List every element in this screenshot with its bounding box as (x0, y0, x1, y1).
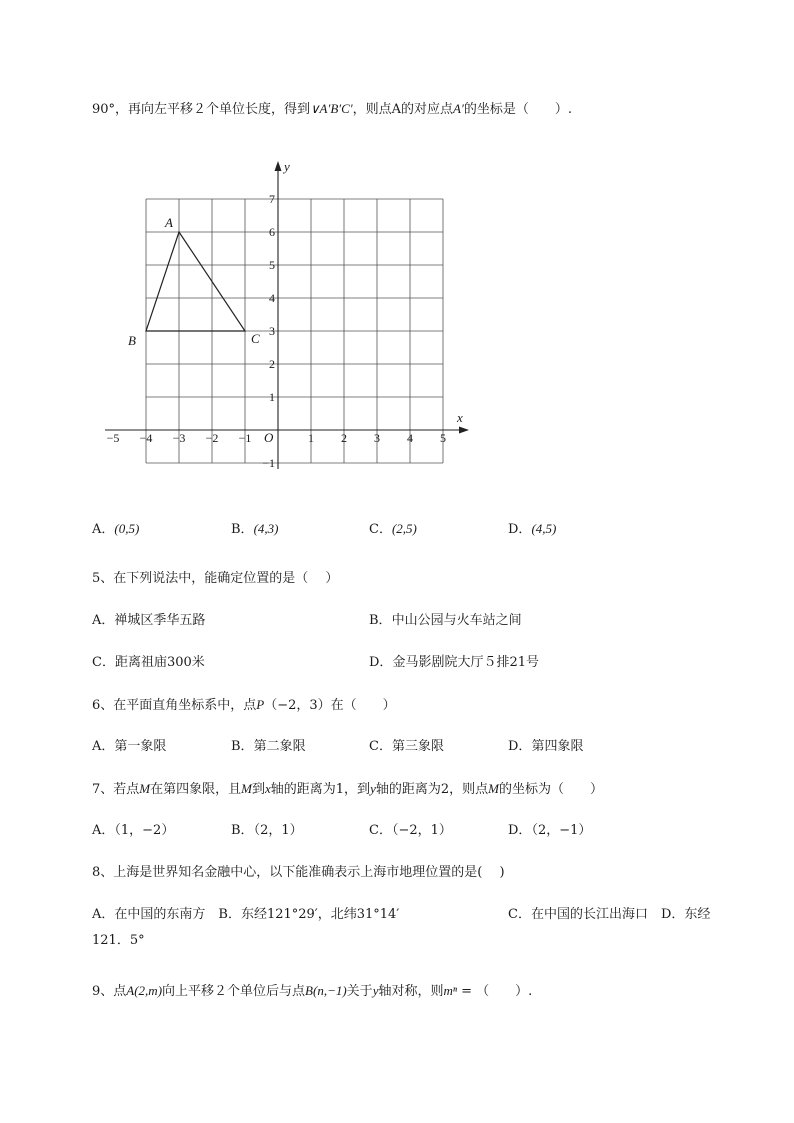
x-tick-label: −3 (172, 431, 186, 445)
q4-option-a[interactable]: A．(0,5) (92, 521, 140, 537)
tick-labels (107, 159, 463, 470)
y-tick-label: 2 (269, 357, 275, 371)
q5-option-b[interactable]: B．中山公园与火车站之间 (369, 613, 522, 628)
q8-options-line1-right[interactable]: C．在中国的长江出海口 D．东经 (508, 907, 711, 922)
q8-options-line1[interactable]: A．在中国的东南方 B．东经121°29′，北纬31°14′ (92, 907, 400, 922)
x-tick-label: 2 (341, 431, 347, 445)
y-axis-label: y (284, 159, 290, 174)
triangle-label: ∨A′B′C′ (310, 101, 353, 116)
q7-option-b[interactable]: B．（2，1） (231, 823, 303, 838)
triangle-abc-outline (146, 232, 245, 331)
q6-option-a[interactable]: A．第一象限 (92, 739, 167, 754)
q7-stem: 7、若点M在第四象限，且M到x轴的距离为1，到y轴的距离为2，则点M的坐标为（ ） (92, 781, 603, 797)
q7-option-a[interactable]: A．（1，−2） (92, 823, 175, 838)
x-axis-label: x (457, 410, 463, 425)
origin-label: O (264, 430, 274, 445)
q6-stem: 6、在平面直角坐标系中，点P（−2，3）在（ ） (92, 697, 396, 713)
point-labels (128, 215, 260, 348)
y-tick-label: 1 (269, 390, 275, 404)
x-axis-arrow (459, 427, 469, 434)
q6-option-c[interactable]: C．第三象限 (369, 739, 444, 754)
point-label-c: C (251, 331, 260, 346)
q4-stem: 90°，再向左平移２个单位长度，得到∨A′B′C′，则点A的对应点A′的坐标是（ ）. (92, 101, 572, 117)
point-label-b: B (128, 333, 136, 348)
point-label-a: A (165, 215, 173, 230)
q8-stem: 8、上海是世界知名金融中心，以下能准确表示上海市地理位置的是( ) (92, 865, 505, 880)
y-tick-label: 6 (269, 225, 275, 239)
axes (105, 161, 469, 469)
x-tick-label: 3 (374, 431, 380, 445)
x-tick-label: −2 (205, 431, 219, 445)
q5-option-d[interactable]: D．金马影剧院大厅５排21号 (369, 655, 539, 670)
q5-stem: 5、在下列说法中，能确定位置的是（ ） (92, 571, 339, 586)
x-tick-label: −1 (238, 431, 252, 445)
x-tick-label: 5 (440, 431, 446, 445)
q4-option-b[interactable]: B．(4,3) (231, 521, 279, 537)
q6-option-b[interactable]: B．第二象限 (231, 739, 306, 754)
q4-option-d[interactable]: D．(4,5) (508, 521, 557, 537)
x-tick-label: 4 (407, 431, 413, 445)
triangle-abc (146, 232, 245, 331)
q6-option-d[interactable]: D．第四象限 (508, 739, 584, 754)
y-axis-arrow (275, 161, 282, 171)
y-tick-label: 3 (269, 324, 275, 338)
q9-stem: 9、点A(2,m)向上平移２个单位后与点B(n,−1)关于y轴对称，则mⁿ = （ ）. (92, 983, 533, 999)
y-tick-label: 7 (269, 192, 275, 206)
x-tick-label: 1 (308, 431, 314, 445)
q5-option-c[interactable]: C．距离祖庙300米 (92, 655, 205, 670)
y-tick-label: −1 (262, 456, 275, 470)
point-label: A′ (453, 101, 464, 116)
y-tick-label: 4 (269, 291, 275, 305)
y-tick-label: 5 (269, 258, 275, 272)
q5-option-a[interactable]: A．禅城区季华五路 (92, 613, 206, 628)
x-tick-label: −5 (106, 431, 120, 445)
q7-option-c[interactable]: C．（−2，1） (369, 823, 452, 838)
q7-option-d[interactable]: D．（2，−1） (508, 823, 592, 838)
q4-option-c[interactable]: C．(2,5) (369, 521, 417, 537)
q8-options-line2: 121．5° (92, 933, 145, 948)
x-tick-label: −4 (139, 431, 153, 445)
coordinate-grid-figure (0, 0, 794, 500)
